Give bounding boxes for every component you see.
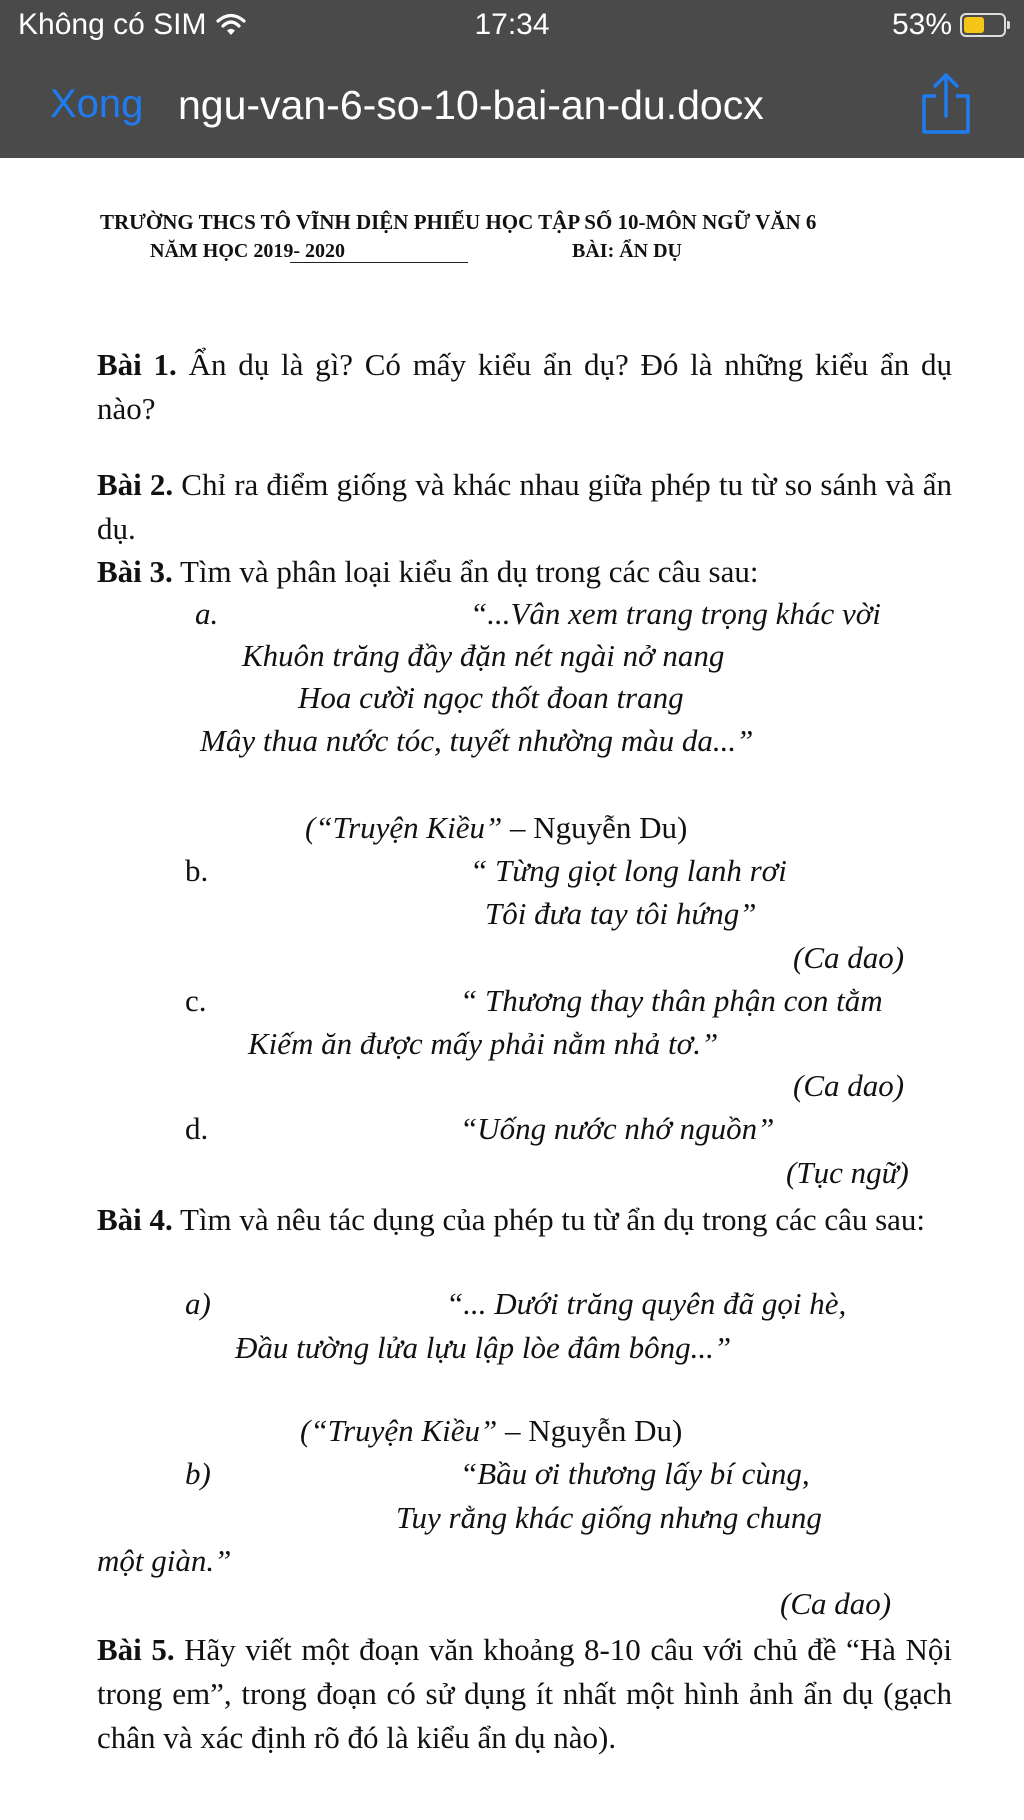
poem-line: Khuôn trăng đầy đặn nét ngài nở nang (242, 638, 725, 673)
exercise-5-label: Bài 5. (97, 1632, 175, 1667)
exercise-2-text: Chỉ ra điểm giống và khác nhau giữa phép tu từ so sánh và ẩn dụ. (97, 467, 952, 546)
item-marker-4a: a) (185, 1286, 211, 1321)
exercise-5-text: Hãy viết một đoạn văn khoảng 8-10 câu với chủ đề “Hà Nội trong em”, trong đoạn có sử dụng ít nhất một hình ảnh ẩn dụ (gạch chân và xác định rõ đó là kiểu ẩn dụ nào). (97, 1632, 952, 1755)
poem-source: (Ca dao) (793, 1068, 905, 1103)
item-marker-3d: d. (185, 1111, 209, 1146)
poem-source (300, 1413, 682, 1449)
header-underline (290, 262, 468, 263)
poem-line: một giàn.” (97, 1543, 232, 1578)
navigation-bar (0, 62, 1024, 152)
poem-source: (Tục ngữ) (786, 1155, 909, 1190)
poem-line: Hoa cười ngọc thốt đoan trang (298, 680, 684, 715)
poem-source (305, 810, 687, 846)
item-marker-3b: b. (185, 853, 209, 888)
source-title: (“Truyện Kiều” – (300, 1413, 521, 1448)
top-bar (0, 0, 1024, 158)
poem-line: “ Từng giọt long lanh rơi (470, 853, 787, 888)
exercise-3-label: Bài 3. (97, 554, 173, 589)
poem-line: “Bầu ơi thương lấy bí cùng, (460, 1456, 810, 1491)
source-author: Nguyễn Du) (525, 810, 688, 845)
battery-percent: 53% (891, 8, 952, 41)
exercise-3-text: Tìm và phân loại kiểu ẩn dụ trong các câu sau: (172, 554, 759, 589)
battery-fill (964, 17, 984, 33)
exercise-1 (97, 343, 952, 431)
exercise-4-label: Bài 4. (97, 1202, 173, 1237)
battery-group (892, 8, 1006, 42)
exercise-1-text: Ẩn dụ là gì? Có mấy kiểu ẩn dụ? Đó là những kiểu ẩn dụ nào? (97, 347, 953, 426)
poem-line: Kiếm ăn được mấy phải nằm nhả tơ.” (248, 1026, 719, 1061)
poem-line: “ Thương thay thân phận con tằm (460, 983, 883, 1018)
exercise-1-label: Bài 1. (97, 347, 177, 382)
lesson-title: BÀI: ẨN DỤ (572, 240, 682, 262)
done-button[interactable]: Xong (50, 82, 144, 126)
poem-line: Tôi đưa tay tôi hứng” (485, 896, 757, 931)
exercise-4 (97, 1198, 952, 1242)
source-title: (“Truyện Kiều” – (305, 810, 526, 845)
carrier-label: Không có SIM (18, 8, 207, 41)
poem-line: Đầu tường lửa lựu lập lòe đâm bông...” (235, 1330, 732, 1365)
clock: 17:34 (474, 8, 550, 41)
poem-source: (Ca dao) (793, 940, 905, 975)
poem-line: “Uống nước nhớ nguồn” (460, 1111, 775, 1146)
item-marker-3a: a. (195, 596, 219, 631)
poem-source: (Ca dao) (780, 1586, 892, 1621)
poem-line: “...Vân xem trang trọng khác vời (470, 596, 881, 631)
school-year: NĂM HỌC 2019- 2020 (150, 240, 345, 262)
status-bar (0, 0, 1024, 56)
share-icon[interactable] (916, 72, 976, 136)
poem-line: “... Dưới trăng quyên đã gọi hè, (446, 1286, 847, 1321)
exercise-5 (97, 1628, 952, 1760)
exercise-3 (97, 550, 952, 594)
document-title: ngu-van-6-so-10-bai-an-du.docx (178, 82, 764, 128)
poem-line: Mây thua nước tóc, tuyết nhường màu da...” (200, 723, 754, 758)
battery-icon (960, 13, 1006, 37)
exercise-2-label: Bài 2. (97, 467, 174, 502)
exercise-2 (97, 463, 952, 551)
exercise-4-text: Tìm và nêu tác dụng của phép tu từ ẩn dụ trong các câu sau: (172, 1202, 926, 1237)
source-author: Nguyễn Du) (520, 1413, 683, 1448)
poem-line: Tuy rằng khác giống nhưng chung (396, 1500, 822, 1535)
item-marker-3c: c. (185, 983, 207, 1018)
document-header: TRƯỜNG THCS TÔ VĨNH DIỆN PHIẾU HỌC TẬP SỐ 10-MÔN NGỮ VĂN 6 (100, 210, 817, 234)
item-marker-4b: b) (185, 1456, 211, 1491)
